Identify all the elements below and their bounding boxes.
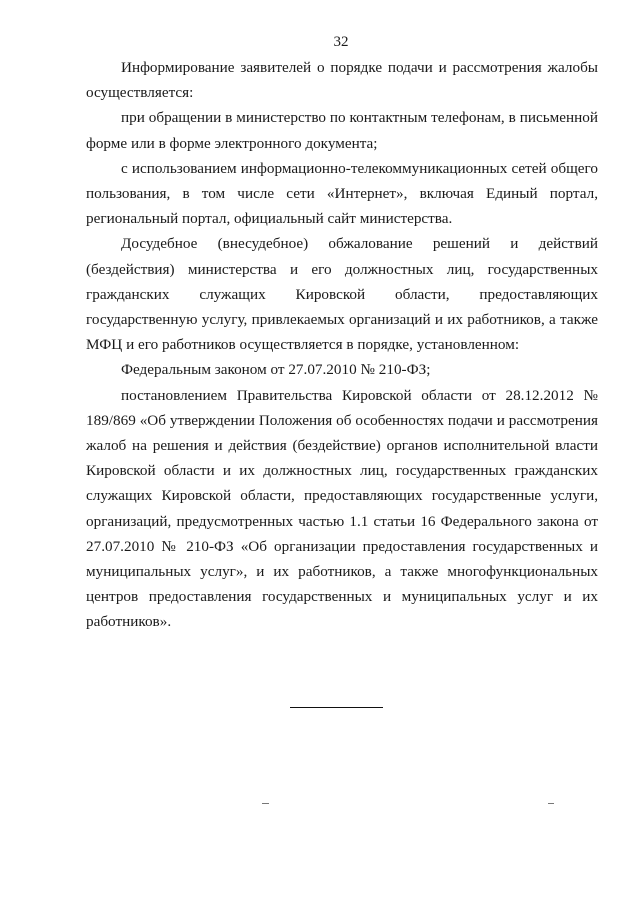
paragraph-government-resolution: постановлением Правительства Кировской области от 28.12.2012 № 189/869 «Об утверждении Положения об особенностях подачи и рассмотрения жалоб на решения и действия (бездействие) органов исполнительной власти Кировской области и их должностных лиц, государственных гражданских служащих Кировской области, предоставляющих государственные услуги, организаций, предусмотренных частью 1.1 статьи 16 Федерального закона от 27.07.2010 № 210-ФЗ «Об организации предоставления государственных и муниципальных услуг», и их работников, а также многофункциональных центров предоставления государственных и муниципальных услуг и их работников». — [86, 386, 598, 631]
scan-artifact — [262, 803, 269, 804]
paragraph-informing-applicants: Информирование заявителей о порядке подачи и рассмотрения жалобы осуществляется: — [86, 59, 598, 102]
paragraph-contact-methods: при обращении в министерство по контактным телефонам, в письменной форме или в форме электронного документа; — [86, 109, 598, 152]
page-number: 32 — [333, 34, 349, 50]
scan-artifact — [548, 803, 554, 804]
document-body — [86, 55, 598, 635]
paragraph-pretrial-appeal: Досудебное (внесудебное) обжалование решений и действий (бездействия) министерства и его должностных лиц, государственных гражданских служащих Кировской области, предоставляющих государственную услугу, привлекаемых организаций и их работников, а также МФЦ и его работников осуществляется в порядке, установленном: — [86, 235, 598, 354]
paragraph-federal-law: Федеральным законом от 27.07.2010 № 210-ФЗ; — [121, 361, 431, 379]
paragraph-internet-channels: с использованием информационно-телекоммуникационных сетей общего пользования, в том числе сети «Интернет», включая Единый портал, региональный портал, официальный сайт министерства. — [86, 159, 598, 228]
closing-divider-line — [290, 707, 383, 708]
